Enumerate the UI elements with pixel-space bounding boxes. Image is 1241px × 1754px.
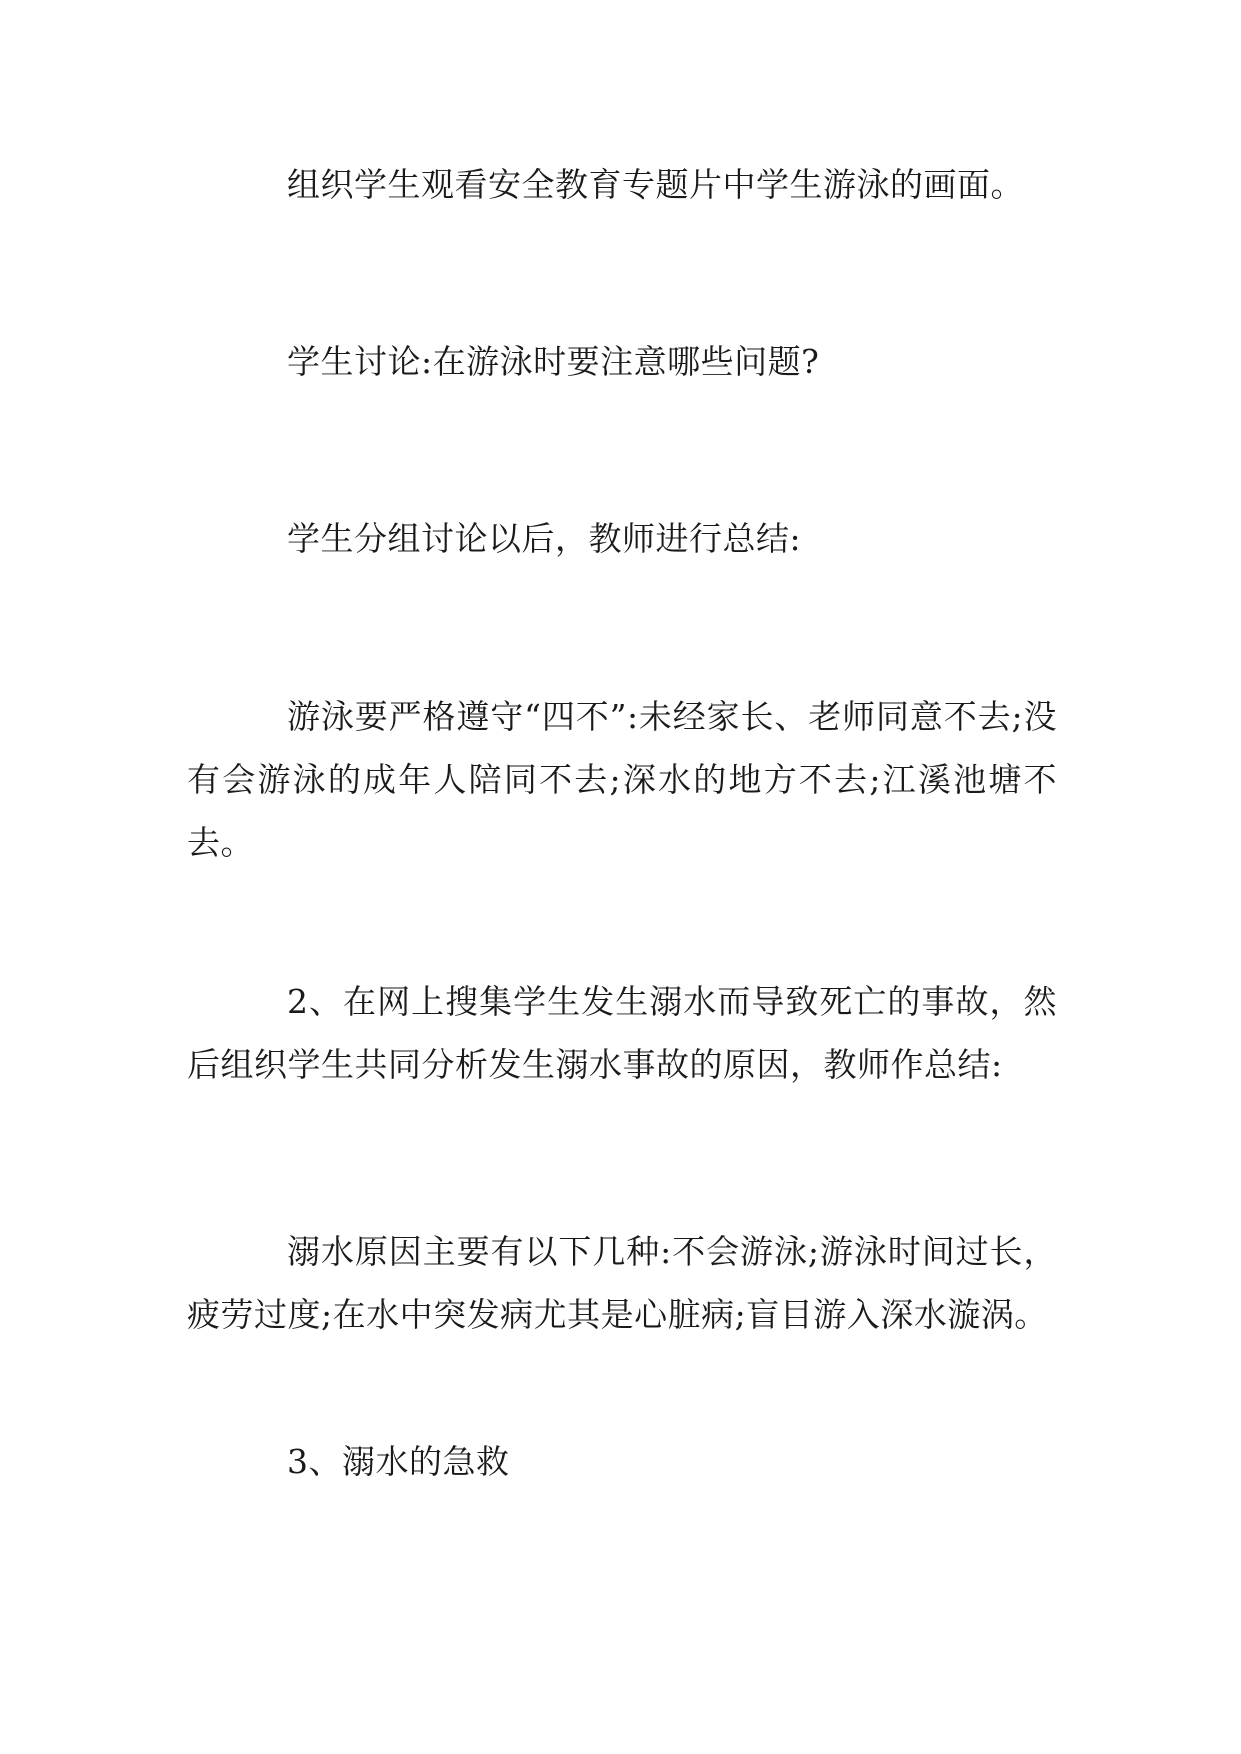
paragraph-group-summary: 学生分组讨论以后，教师进行总结: [287, 519, 802, 558]
paragraph-section-2: 2、在网上搜集学生发生溺水而导致死亡的事故，然后组织学生共同分析发生溺水事故的原因，教师作总结: [187, 982, 1057, 1084]
paragraph-drowning-causes: 溺水原因主要有以下几种:不会游泳;游泳时间过长，疲劳过度;在水中突发病尤其是心脏病;盲目游入深水漩涡。 [187, 1232, 1057, 1334]
paragraph-four-rules: 游泳要严格遵守“四不”:未经家长、老师同意不去;没有会游泳的成年人陪同不去;深水的地方不去;江溪池塘不去。 [187, 697, 1057, 862]
paragraph-watch-video: 组织学生观看安全教育专题片中学生游泳的画面。 [287, 165, 1024, 204]
paragraph-student-discussion: 学生讨论:在游泳时要注意哪些问题? [287, 342, 820, 381]
section-heading-first-aid: 3、溺水的急救 [287, 1442, 510, 1481]
